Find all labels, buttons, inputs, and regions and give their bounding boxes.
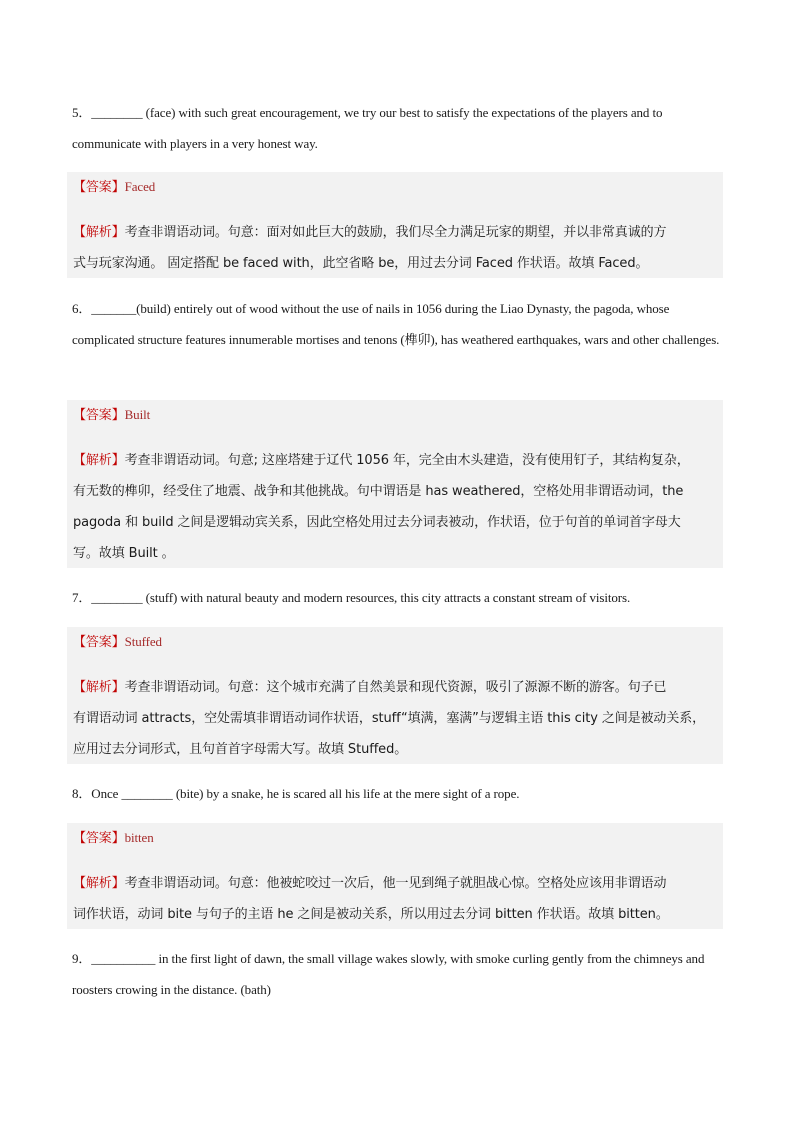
- analysis-text: pagoda 和 build 之间是逻辑动宾关系，因此空格处用过去分词表被动，作状语，位于句首的单词首字母大: [73, 515, 681, 530]
- answer-value: Stuffed: [124, 634, 162, 649]
- analysis-line: [73, 873, 717, 894]
- question-8: 8．Once ________ (bite) by a snake, he is scared all his life at the mere sight of a rope.: [72, 786, 520, 801]
- answer-tag: 【答案】: [73, 831, 125, 846]
- analysis-line: [73, 904, 717, 925]
- analysis-line: [73, 708, 717, 729]
- analysis-line: [73, 253, 717, 274]
- answer-box-5: [67, 172, 723, 278]
- answer-tag: 【答案】: [73, 408, 125, 423]
- analysis-line: [73, 512, 717, 533]
- answer-line-7: [73, 632, 717, 653]
- question-7: 7．________ (stuff) with natural beauty and modern resources, this city attracts a constant stream of visitors.: [72, 590, 631, 605]
- answer-value: Built: [124, 407, 151, 422]
- answer-box-8: [67, 823, 723, 929]
- answer-line-5: [73, 177, 717, 198]
- analysis-line: [73, 222, 717, 243]
- analysis-tag: 【解析】: [73, 680, 125, 695]
- analysis-text: 有谓语动词 attracts，空处需填非谓语动词作状语，stuff“填满，塞满”与逻辑主语 this city 之间是被动关系，: [73, 711, 706, 726]
- analysis-text: 词作状语，动词 bite 与句子的主语 he 之间是被动关系，所以用过去分词 bitten 作状语。故填 bitten。: [73, 907, 669, 922]
- question-6: 6．_______(build) entirely out of wood without the use of nails in 1056 during the Liao Dynasty, the pagoda, whose complicated structure features innumerable mortises and tenons (榫卯), has weathered earthquakes, wars and other challenges.: [72, 301, 720, 347]
- analysis-text: 应用过去分词形式，且句首首字母需大写。故填 Stuffed。: [73, 742, 408, 757]
- analysis-text: 考查非谓语动词。句意：他被蛇咬过一次后，他一见到绳子就胆战心惊。空格处应该用非谓语动: [124, 876, 667, 891]
- answer-value: Faced: [124, 179, 156, 194]
- analysis-text: 考查非谓语动词。句意：面对如此巨大的鼓励，我们尽全力满足玩家的期望，并以非常真诚的方: [124, 225, 667, 240]
- analysis-text: 考查非谓语动词。句意; 这座塔建于辽代 1056 年，完全由木头建造，没有使用钉子，其结构复杂，: [124, 453, 690, 468]
- analysis-line: [73, 543, 717, 564]
- analysis-text: 写。故填 Built 。: [73, 546, 175, 561]
- question-9: 9．__________ in the first light of dawn, the small village wakes slowly, with smoke curling gently from the chimneys and roosters crowing in the distance. (bath): [72, 951, 705, 997]
- analysis-line: [73, 450, 717, 471]
- analysis-text: 考查非谓语动词。句意：这个城市充满了自然美景和现代资源，吸引了源源不断的游客。句子已: [124, 680, 667, 695]
- analysis-line: [73, 677, 717, 698]
- analysis-line: [73, 481, 717, 502]
- analysis-tag: 【解析】: [73, 225, 125, 240]
- answer-box-7: [67, 627, 723, 764]
- answer-line-8: [73, 828, 717, 849]
- analysis-line: [73, 739, 717, 760]
- analysis-text: 式与玩家沟通。 固定搭配 be faced with，此空省略 be，用过去分词 Faced 作状语。故填 Faced。: [73, 256, 649, 271]
- analysis-text: 有无数的榫卯，经受住了地震、战争和其他挑战。句中谓语是 has weathered，空格处用非谓语动词，the: [73, 484, 684, 499]
- analysis-tag: 【解析】: [73, 876, 125, 891]
- answer-tag: 【答案】: [73, 635, 125, 650]
- answer-value: bitten: [124, 830, 154, 845]
- answer-box-6: [67, 400, 723, 568]
- answer-line-6: [73, 405, 717, 426]
- analysis-tag: 【解析】: [73, 453, 125, 468]
- answer-tag: 【答案】: [73, 180, 125, 195]
- question-5: 5．________ (face) with such great encouragement, we try our best to satisfy the expectations of the players and to communicate with players in a very honest way.: [72, 105, 663, 151]
